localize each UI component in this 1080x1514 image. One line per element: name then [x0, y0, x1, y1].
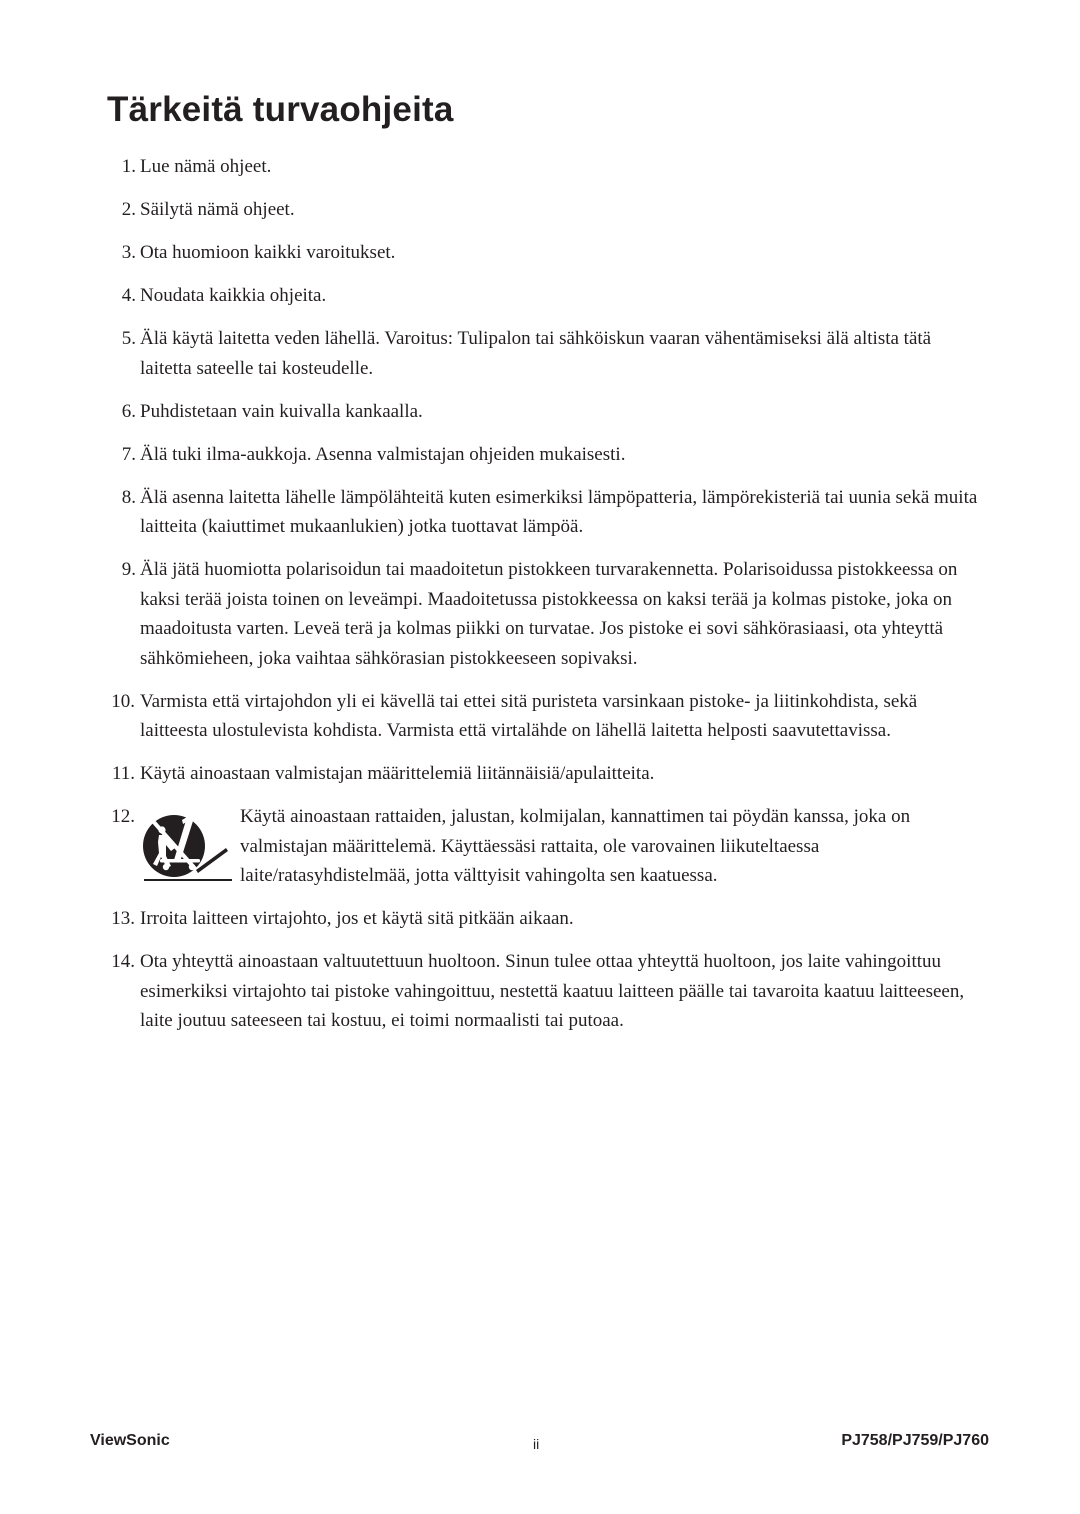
list-item — [100, 687, 980, 746]
item-number: 9. — [121, 559, 136, 580]
cart-tip-over-warning-icon — [140, 804, 236, 888]
footer-page-number: ii — [533, 1436, 540, 1452]
item-text: Älä tuki ilma-aukkoja. Asenna valmistajan ohjeiden mukaisesti. — [140, 443, 626, 465]
item-number: 2. — [121, 199, 136, 220]
item-text: Älä käytä laitetta veden lähellä. Varoitus: Tulipalon tai sähköiskun vaaran vähentämiseksi älä altista tätä laitetta sateelle tai kosteudelle. — [140, 328, 932, 379]
item-text: Käytä ainoastaan rattaiden, jalustan, kolmijalan, kannattimen tai pöydän kanssa, joka on valmistajan määrittelemä. Käyttäessäsi rattaita, ole varovainen liikuteltaessa laite/ratasyhdistelmää, jotta välttyisit vahingolta sen kaatuessa. — [240, 806, 911, 886]
footer-model-number: PJ758/PJ759/PJ760 — [841, 1432, 989, 1449]
item-text: Puhdistetaan vain kuivalla kankaalla. — [140, 400, 423, 422]
item-number: 6. — [121, 400, 136, 422]
list-item — [100, 324, 980, 383]
item-number: 14. — [111, 951, 135, 972]
list-item — [100, 759, 980, 789]
list-item — [100, 152, 980, 182]
list-item — [100, 483, 980, 542]
item-number: 13. — [111, 908, 135, 929]
item-text: Noudata kaikkia ohjeita. — [140, 285, 327, 306]
item-text: Lue nämä ohjeet. — [140, 156, 272, 177]
item-number: 1. — [121, 156, 136, 177]
list-item — [100, 397, 980, 427]
item-number: 8. — [121, 486, 136, 508]
list-item — [100, 802, 980, 891]
page-footer — [0, 1432, 1080, 1460]
item-number: 4. — [121, 285, 136, 306]
item-text: Älä asenna laitetta lähelle lämpölähteitä kuten esimerkiksi lämpöpatteria, lämpörekisteriä tai uunia sekä muita laitteita (kaiuttimet mukaanlukien) jotka tuottavat lämpöä. — [140, 486, 978, 537]
item-number: 12. — [111, 806, 135, 827]
item-text: Irroita laitteen virtajohto, jos et käytä sitä pitkään aikaan. — [140, 908, 574, 929]
item-text: Käytä ainoastaan valmistajan määrittelemiä liitännäisiä/apulaitteita. — [140, 763, 655, 784]
item-number: 7. — [121, 443, 136, 465]
list-item — [100, 238, 980, 268]
item-number: 11. — [111, 763, 135, 784]
item-text: Älä jätä huomiotta polarisoidun tai maadoitetun pistokkeen turvarakennetta. Polarisoidussa pistokkeessa on kaksi terää joista toinen on leveämpi. Maadoitetussa pistokkeessa on kaksi terää ja kolmas pistoke, joka on maadoitusta varten. Leveä terä ja kolmas piikki on turvatae. Jos pistoke ei sovi sähkörasiaasi, ota yhteyttä sähkömieheen, joka vaihtaa sähkörasian pistokkeeseen sopivaksi. — [140, 559, 958, 669]
list-item — [100, 440, 980, 470]
list-item — [100, 195, 980, 225]
list-item — [100, 947, 980, 1036]
item-text: Ota yhteyttä ainoastaan valtuutettuun huoltoon. Sinun tulee ottaa yhteyttä huoltoon, jos laite vahingoittuu esimerkiksi virtajohto tai pistoke vahingoittuu, nestettä kaatuu laitteen päälle tai tavaroita kaatuu laitteeseen, laite joutuu sateeseen tai kostuu, ei toimi normaalisti tai putoaa. — [140, 951, 965, 1031]
item-text: Säilytä nämä ohjeet. — [140, 199, 295, 220]
item-number: 5. — [121, 328, 136, 349]
list-item — [100, 281, 980, 311]
item-text: Ota huomioon kaikki varoitukset. — [140, 242, 396, 263]
page-title: Tärkeitä turvaohjeita — [107, 90, 454, 129]
item-number: 3. — [121, 242, 136, 263]
safety-instructions-list — [100, 152, 980, 1049]
list-item — [100, 904, 980, 934]
item-number: 10. — [111, 690, 135, 712]
list-item — [100, 555, 980, 673]
item-text: Varmista että virtajohdon yli ei kävellä tai ettei sitä puristeta varsinkaan pistoke- ja liitinkohdista, sekä laitteesta ulostulevista kohdista. Varmista että virtalähde on lähellä laitetta helposti saavutettavissa. — [140, 690, 918, 741]
footer-brand: ViewSonic — [90, 1432, 170, 1449]
